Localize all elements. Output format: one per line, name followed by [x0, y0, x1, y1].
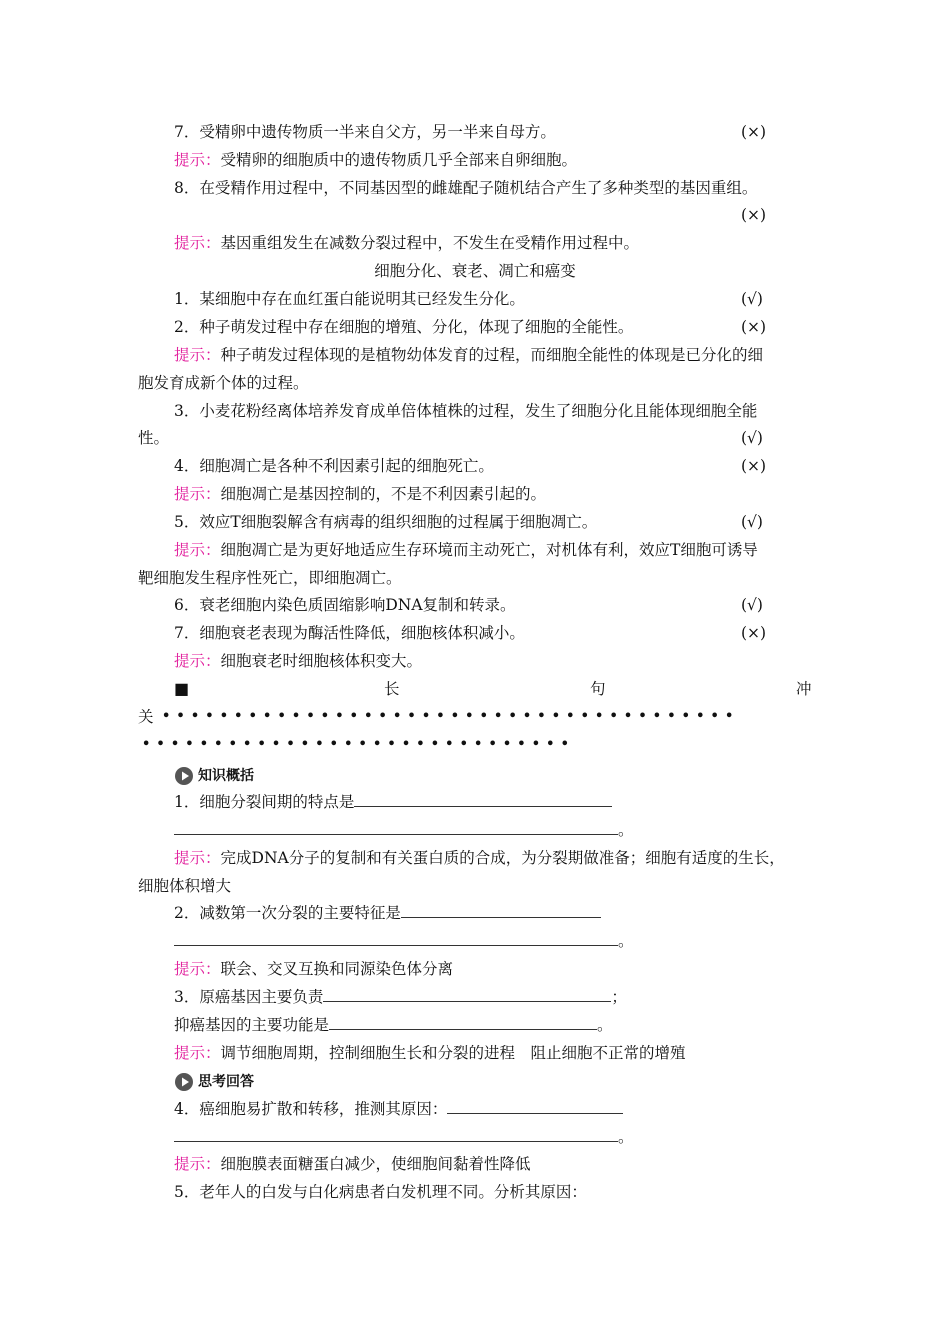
hint-line — [174, 146, 854, 174]
hint-label: 提示： — [174, 960, 221, 978]
hint-line — [174, 1150, 854, 1178]
hint-label: 提示： — [174, 485, 221, 503]
answer-blank[interactable] — [447, 1095, 623, 1114]
answer-mark: (√) — [741, 429, 763, 447]
play-badge-icon — [174, 1072, 194, 1092]
answer-mark: (√) — [741, 596, 763, 614]
hint-text: 细胞凋亡是基因控制的，不是不利因素引起的。 — [220, 485, 547, 503]
answer-mark: (×) — [741, 624, 767, 642]
hint-label: 提示： — [174, 849, 221, 867]
question-2 — [174, 899, 854, 927]
question-text: 2．减数第一次分裂的主要特征是 — [174, 904, 401, 922]
hint-text: 细胞衰老时细胞核体积变大。 — [220, 652, 423, 670]
answer-mark: (√) — [741, 513, 763, 531]
period: 。 — [618, 932, 634, 950]
question-3 — [174, 983, 854, 1011]
banner-char: 长 — [384, 680, 400, 698]
banner-char: 关 — [138, 708, 154, 726]
answer-mark: (√) — [741, 290, 763, 308]
hint-text: 种子萌发过程体现的是植物幼体发育的过程，而细胞全能性的体现是已分化的细 — [220, 346, 764, 364]
think-heading — [174, 1068, 254, 1096]
hint-line — [174, 229, 854, 257]
statement-3: 3．小麦花粉经离体培养发育成单倍体植株的过程，发生了细胞分化且能体现细胞全能 — [174, 402, 758, 420]
answer-blank[interactable] — [329, 1011, 597, 1030]
answer-blank[interactable] — [174, 1123, 618, 1142]
hint-line — [174, 536, 854, 564]
answer-blank[interactable] — [401, 899, 601, 918]
statement-5: 5．效应T细胞裂解含有病毒的组织细胞的过程属于细胞凋亡。 — [174, 513, 598, 531]
statement-1: 1．某细胞中存在血红蛋白能说明其已经发生分化。 — [174, 290, 525, 308]
hint-label: 提示： — [174, 652, 221, 670]
period: 。 — [618, 1128, 634, 1146]
hint-line — [174, 1039, 854, 1067]
banner-char: 冲 — [796, 680, 812, 698]
answer-blank[interactable] — [174, 816, 618, 835]
hint-label: 提示： — [174, 234, 221, 252]
answer-blank[interactable] — [174, 927, 618, 946]
hint-continuation: 细胞体积增大 — [138, 877, 232, 895]
banner-char: 句 — [590, 680, 606, 698]
question-text: 3．原癌基因主要负责 — [174, 988, 324, 1006]
answer-blank[interactable] — [323, 983, 611, 1002]
hint-line — [174, 844, 854, 872]
statement-7b: 7．细胞衰老表现为酶活性降低，细胞核体积减小。 — [174, 624, 525, 642]
section-title: 细胞分化、衰老、凋亡和癌变 — [374, 262, 576, 280]
hint-continuation: 靶细胞发生程序性死亡，即细胞凋亡。 — [138, 569, 402, 587]
answer-blank[interactable] — [354, 788, 612, 807]
knowledge-heading — [174, 762, 254, 790]
answer-mark: (×) — [741, 318, 767, 336]
hint-line — [174, 647, 854, 675]
hint-label: 提示： — [174, 1155, 221, 1173]
statement-8: 8．在受精作用过程中，不同基因型的雌雄配子随机结合产生了多种类型的基因重组。 — [174, 179, 758, 197]
question-1 — [174, 788, 854, 816]
hint-label: 提示： — [174, 151, 221, 169]
statement-3-continuation: 性。 — [138, 429, 170, 447]
semicolon: ； — [611, 988, 627, 1006]
think-heading-label: 思考回答 — [198, 1074, 254, 1090]
question-5: 5．老年人的白发与白化病患者白发机理不同。分析其原因： — [174, 1183, 587, 1201]
answer-mark: (×) — [741, 457, 767, 475]
question-4-continuation — [174, 1123, 854, 1151]
hint-label: 提示： — [174, 541, 221, 559]
hint-continuation: 胞发育成新个体的过程。 — [138, 374, 309, 392]
period: 。 — [618, 821, 634, 839]
hint-label: 提示： — [174, 1044, 221, 1062]
knowledge-heading-label: 知识概括 — [198, 768, 254, 784]
answer-mark: (×) — [741, 206, 767, 224]
period: 。 — [597, 1016, 613, 1034]
banner-dots: • • • • • • • • • • • • • • • • • • • • • • • • • • • • • • • • • • • • • • • • — [162, 709, 735, 724]
statement-7: 7．受精卵中遗传物质一半来自父方，另一半来自母方。 — [174, 123, 556, 141]
hint-text: 受精卵的细胞质中的遗传物质几乎全部来自卵细胞。 — [220, 151, 578, 169]
hint-line — [174, 341, 854, 369]
hint-text: 细胞膜表面糖蛋白减少，使细胞间黏着性降低 — [220, 1155, 531, 1173]
question-2-continuation — [174, 927, 854, 955]
hint-text: 完成DNA分子的复制和有关蛋白质的合成，为分裂期做准备；细胞有适度的生长， — [220, 849, 785, 867]
hint-line — [174, 480, 854, 508]
hint-text: 基因重组发生在减数分裂过程中，不发生在受精作用过程中。 — [220, 234, 640, 252]
question-text: 抑癌基因的主要功能是 — [174, 1016, 330, 1034]
statement-2: 2．种子萌发过程中存在细胞的增殖、分化，体现了细胞的全能性。 — [174, 318, 634, 336]
play-badge-icon — [174, 766, 194, 786]
question-text: 4．癌细胞易扩散和转移，推测其原因： — [174, 1100, 448, 1118]
banner-dots: • • • • • • • • • • • • • • • • • • • • • • • • • • • • • • — [142, 737, 570, 752]
hint-line — [174, 955, 854, 983]
banner-square: ■ — [174, 679, 190, 698]
statement-4: 4．细胞凋亡是各种不利因素引起的细胞死亡。 — [174, 457, 494, 475]
question-text: 1．细胞分裂间期的特点是 — [174, 793, 355, 811]
hint-label: 提示： — [174, 346, 221, 364]
hint-text: 细胞凋亡是为更好地适应生存环境而主动死亡，对机体有利，效应T细胞可诱导 — [220, 541, 758, 559]
statement-6: 6．衰老细胞内染色质固缩影响DNA复制和转录。 — [174, 596, 516, 614]
question-4 — [174, 1095, 854, 1123]
hint-text: 调节细胞周期，控制细胞生长和分裂的进程 阻止细胞不正常的增殖 — [220, 1044, 686, 1062]
question-3b — [174, 1011, 854, 1039]
question-1-continuation — [174, 816, 854, 844]
hint-text: 联会、交叉互换和同源染色体分离 — [220, 960, 454, 978]
answer-mark: (×) — [741, 123, 767, 141]
